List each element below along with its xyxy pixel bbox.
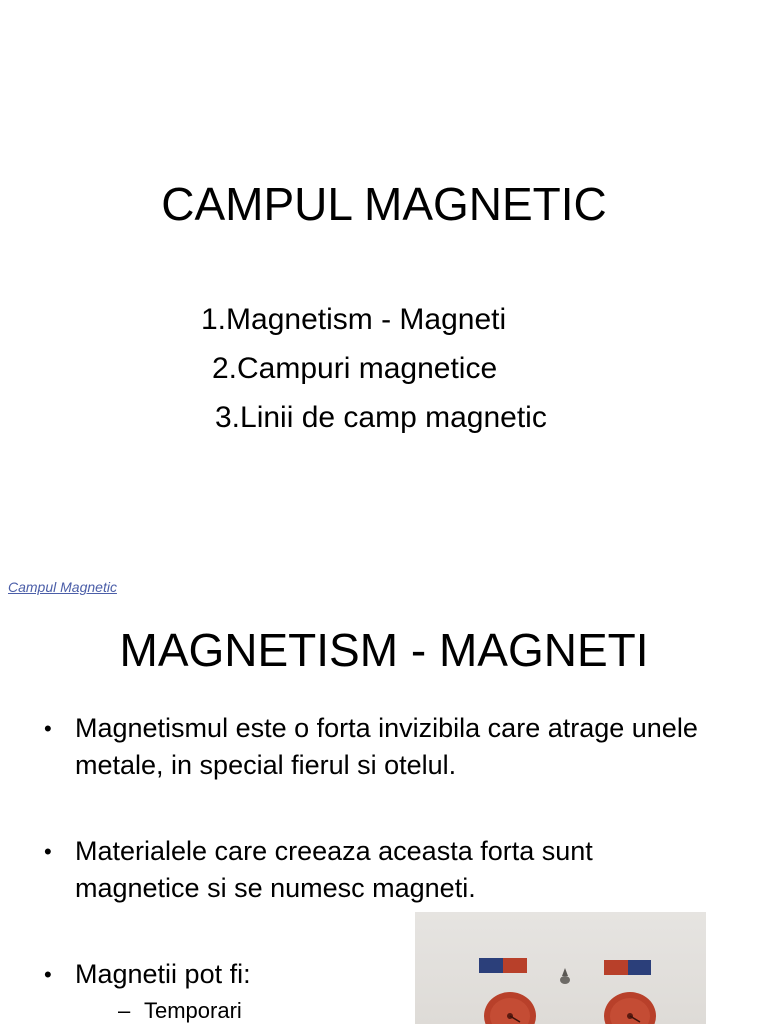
dash-icon: –: [118, 998, 131, 1023]
slide-2-title: MAGNETISM - MAGNETI: [119, 624, 649, 676]
sub-bullet-text: Temporari: [144, 998, 242, 1023]
ring-magnet-right-icon: [604, 992, 656, 1024]
bullet-text: Materialele care creeaza aceasta forta sunt magnetice si se numesc magneti.: [75, 836, 593, 903]
slide-2: [0, 600, 768, 1024]
bullet-item: [44, 833, 704, 907]
toc-item: 2.Campuri magnetice: [212, 352, 498, 385]
toc-item: 3.Linii de camp magnetic: [215, 401, 547, 434]
bullet-dot-icon: •: [44, 716, 52, 741]
magnets-photo: [415, 912, 706, 1024]
ring-magnet-left-icon: [484, 992, 536, 1024]
bullet-dot-icon: •: [44, 962, 52, 987]
compass-icon: [560, 968, 570, 984]
magnets-illustration: [415, 912, 706, 1024]
bullet-dot-icon: •: [44, 839, 52, 864]
bar-magnet-left-icon: [479, 958, 527, 973]
bar-magnet-right-icon: [604, 960, 651, 975]
sub-bullet-item: [118, 996, 242, 1026]
toc-item: 1.Magnetism - Magneti: [201, 303, 507, 336]
bullet-text: Magnetii pot fi:: [75, 959, 251, 989]
bullet-item: [44, 710, 704, 784]
bullet-text: Magnetismul este o forta invizibila care atrage unele metale, in special fierul si otelul.: [75, 713, 698, 780]
slide-1-title: CAMPUL MAGNETIC: [161, 178, 607, 230]
document-title-link[interactable]: Campul Magnetic: [8, 579, 117, 595]
